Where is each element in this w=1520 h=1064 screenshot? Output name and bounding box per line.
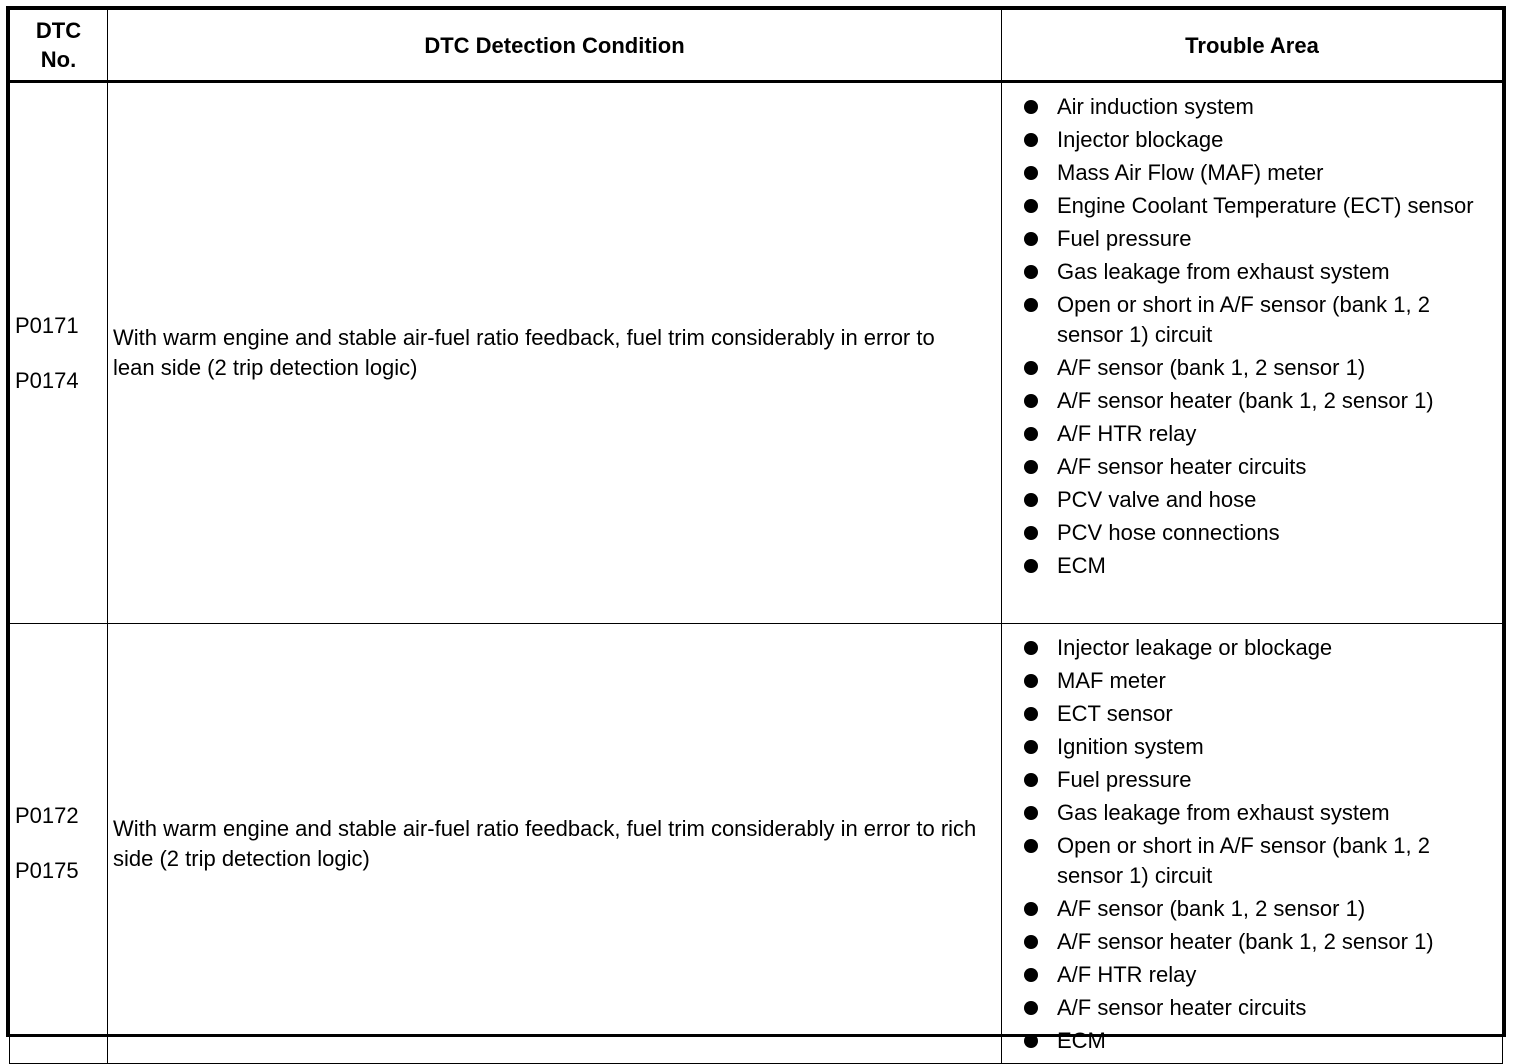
bullet-icon <box>1024 298 1038 312</box>
dtc-code: P0174 <box>15 367 79 393</box>
trouble-area-text: A/F sensor (bank 1, 2 sensor 1) <box>1057 355 1366 380</box>
trouble-area-item <box>1002 699 1502 729</box>
bullet-icon <box>1024 493 1038 507</box>
bullet-icon <box>1024 806 1038 820</box>
trouble-area-text: Open or short in A/F sensor (bank 1, 2 sensor 1) circuit <box>1057 833 1430 888</box>
trouble-area-text: Gas leakage from exhaust system <box>1057 259 1390 284</box>
bullet-icon <box>1024 166 1038 180</box>
bullet-icon <box>1024 674 1038 688</box>
trouble-area-text: ECT sensor <box>1057 701 1173 726</box>
trouble-area-item <box>1002 894 1502 924</box>
trouble-area-item <box>1002 551 1502 581</box>
bullet-icon <box>1024 265 1038 279</box>
trouble-area-item <box>1002 257 1502 287</box>
trouble-area-text: MAF meter <box>1057 668 1166 693</box>
trouble-area-text: Mass Air Flow (MAF) meter <box>1057 160 1324 185</box>
trouble-area-text: A/F sensor (bank 1, 2 sensor 1) <box>1057 896 1366 921</box>
bullet-icon <box>1024 559 1038 573</box>
dtc-code: P0175 <box>15 858 79 883</box>
header-dtc-no: DTC No. <box>10 10 108 82</box>
trouble-area-list <box>1002 633 1502 1056</box>
trouble-area-text: Gas leakage from exhaust system <box>1057 800 1390 825</box>
trouble-area-text: Air induction system <box>1057 94 1254 119</box>
bullet-icon <box>1024 902 1038 916</box>
bullet-icon <box>1024 707 1038 721</box>
bullet-icon <box>1024 839 1038 853</box>
trouble-area-item <box>1002 960 1502 990</box>
trouble-area-list <box>1002 92 1502 581</box>
trouble-area-text: Injector leakage or blockage <box>1057 635 1333 660</box>
dtc-code: P0171 <box>15 312 79 338</box>
trouble-area-item <box>1002 798 1502 828</box>
trouble-area-text: ECM <box>1057 1028 1106 1053</box>
trouble-area-item <box>1002 633 1502 663</box>
trouble-area-text: A/F sensor heater circuits <box>1057 454 1307 479</box>
dtc-table-container <box>6 6 1506 1053</box>
table-header <box>10 10 1503 82</box>
trouble-area-item <box>1002 419 1502 449</box>
trouble-area-item <box>1002 831 1502 891</box>
trouble-area-text: A/F sensor heater (bank 1, 2 sensor 1) <box>1057 929 1434 954</box>
trouble-area-text: A/F HTR relay <box>1057 962 1197 987</box>
bullet-icon <box>1024 394 1038 408</box>
trouble-area-text: ECM <box>1057 553 1106 578</box>
bullet-icon <box>1024 100 1038 114</box>
trouble-area-item <box>1002 518 1502 548</box>
bullet-icon <box>1024 773 1038 787</box>
trouble-area-item <box>1002 452 1502 482</box>
header-trouble-area: Trouble Area <box>1002 10 1503 82</box>
trouble-area-text: A/F HTR relay <box>1057 421 1197 446</box>
trouble-area-item <box>1002 927 1502 957</box>
table-row <box>10 624 1503 1064</box>
trouble-area-text: A/F sensor heater (bank 1, 2 sensor 1) <box>1057 388 1434 413</box>
trouble-area-item <box>1002 353 1502 383</box>
table-body <box>10 82 1503 1064</box>
bullet-icon <box>1024 133 1038 147</box>
dtc-table <box>9 9 1503 1064</box>
trouble-area-text: A/F sensor heater circuits <box>1057 995 1307 1020</box>
bullet-icon <box>1024 232 1038 246</box>
bullet-icon <box>1024 935 1038 949</box>
header-row <box>10 10 1503 82</box>
trouble-area-item <box>1002 125 1502 155</box>
trouble-area-text: PCV hose connections <box>1057 520 1280 545</box>
bullet-icon <box>1024 427 1038 441</box>
bullet-icon <box>1024 641 1038 655</box>
trouble-area-text: Ignition system <box>1057 734 1204 759</box>
detection-condition-cell: With warm engine and stable air-fuel ratio feedback, fuel trim considerably in error to lean side (2 trip detection logic) <box>108 82 1002 624</box>
bullet-icon <box>1024 460 1038 474</box>
trouble-area-text: Fuel pressure <box>1057 767 1192 792</box>
trouble-area-item <box>1002 765 1502 795</box>
bullet-icon <box>1024 968 1038 982</box>
trouble-area-item <box>1002 191 1502 221</box>
bullet-icon <box>1024 740 1038 754</box>
trouble-area-text: PCV valve and hose <box>1057 487 1257 512</box>
dtc-codes-cell <box>10 624 108 1064</box>
bullet-icon <box>1024 361 1038 375</box>
trouble-area-item <box>1002 732 1502 762</box>
trouble-area-item <box>1002 224 1502 254</box>
trouble-area-item <box>1002 1026 1502 1056</box>
detection-condition-cell: With warm engine and stable air-fuel ratio feedback, fuel trim considerably in error to rich side (2 trip detection logic) <box>108 624 1002 1064</box>
trouble-area-item <box>1002 92 1502 122</box>
trouble-area-item <box>1002 485 1502 515</box>
trouble-area-cell <box>1002 82 1503 624</box>
trouble-area-text: Engine Coolant Temperature (ECT) sensor <box>1057 193 1474 218</box>
trouble-area-item <box>1002 290 1502 350</box>
trouble-area-item <box>1002 158 1502 188</box>
bullet-icon <box>1024 526 1038 540</box>
trouble-area-text: Fuel pressure <box>1057 226 1192 251</box>
trouble-area-text: Injector blockage <box>1057 127 1224 152</box>
bullet-icon <box>1024 1001 1038 1015</box>
table-row <box>10 82 1503 624</box>
trouble-area-item <box>1002 666 1502 696</box>
dtc-code: P0172 <box>15 803 79 828</box>
dtc-codes-cell <box>10 82 108 624</box>
header-detection-condition: DTC Detection Condition <box>108 10 1002 82</box>
trouble-area-item <box>1002 993 1502 1023</box>
trouble-area-cell <box>1002 624 1503 1064</box>
bullet-icon <box>1024 199 1038 213</box>
trouble-area-item <box>1002 386 1502 416</box>
trouble-area-text: Open or short in A/F sensor (bank 1, 2 sensor 1) circuit <box>1057 292 1430 347</box>
